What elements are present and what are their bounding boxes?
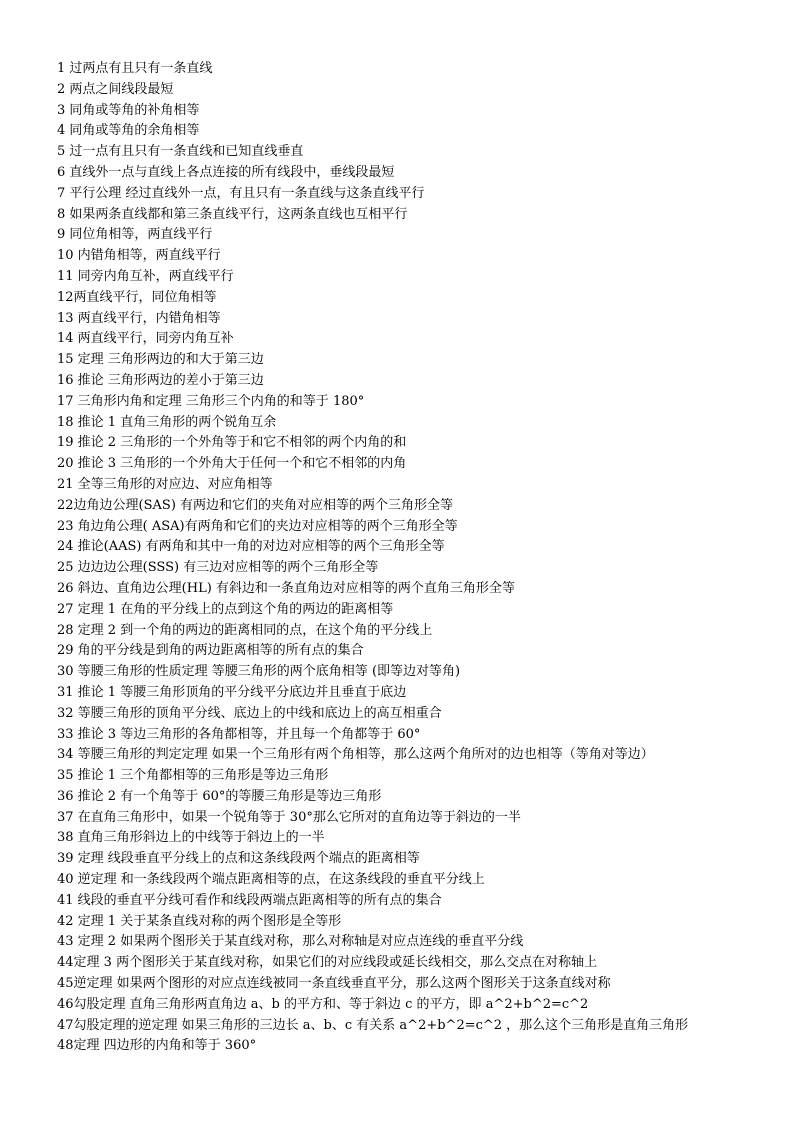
list-item: 23 角边角公理( ASA)有两角和它们的夹边对应相等的两个三角形全等 bbox=[57, 518, 458, 534]
list-item: 12两直线平行，同位角相等 bbox=[57, 289, 217, 305]
list-item: 29 角的平分线是到角的两边距离相等的所有点的集合 bbox=[57, 643, 364, 659]
list-item: 25 边边边公理(SSS) 有三边对应相等的两个三角形全等 bbox=[57, 560, 379, 576]
list-item: 45逆定理 如果两个图形的对应点连线被同一条直线垂直平分，那么这两个图形关于这条直线对称 bbox=[57, 976, 611, 992]
list-item: 18 推论 1 直角三角形的两个锐角互余 bbox=[57, 414, 277, 430]
list-item: 34 等腰三角形的判定定理 如果一个三角形有两个角相等，那么这两个角所对的边也相等（等角对等边） bbox=[57, 747, 654, 763]
list-item: 48定理 四边形的内角和等于 360° bbox=[57, 1038, 257, 1054]
list-item: 1 过两点有且只有一条直线 bbox=[57, 61, 213, 76]
list-item: 24 推论(AAS) 有两角和其中一角的对边对应相等的两个三角形全等 bbox=[57, 539, 445, 555]
list-item: 38 直角三角形斜边上的中线等于斜边上的一半 bbox=[57, 830, 325, 846]
list-item: 7 平行公理 经过直线外一点，有且只有一条直线与这条直线平行 bbox=[57, 185, 425, 201]
list-item: 3 同角或等角的补角相等 bbox=[57, 102, 200, 118]
list-item: 10 内错角相等，两直线平行 bbox=[57, 248, 221, 264]
list-item: 43 定理 2 如果两个图形关于某直线对称，那么对称轴是对应点连线的垂直平分线 bbox=[57, 934, 524, 950]
list-item: 47勾股定理的逆定理 如果三角形的三边长 a、b、c 有关系 a^2+b^2=c^2 ，那么这个三角形是直角三角形 bbox=[57, 1017, 689, 1033]
list-item: 46勾股定理 直角三角形两直角边 a、b 的平方和、等于斜边 c 的平方，即 a^2+b^2=c^2 bbox=[57, 996, 589, 1012]
list-item: 33 推论 3 等边三角形的各角都相等，并且每一个角都等于 60° bbox=[57, 726, 421, 742]
list-item: 21 全等三角形的对应边、对应角相等 bbox=[57, 476, 273, 492]
list-item: 6 直线外一点与直线上各点连接的所有线段中，垂线段最短 bbox=[57, 164, 395, 180]
list-item: 17 三角形内角和定理 三角形三个内角的和等于 180° bbox=[57, 393, 365, 409]
list-item: 42 定理 1 关于某条直线对称的两个图形是全等形 bbox=[57, 913, 342, 929]
list-item: 40 逆定理 和一条线段两个端点距离相等的点，在这条线段的垂直平分线上 bbox=[57, 872, 485, 888]
list-item: 9 同位角相等，两直线平行 bbox=[57, 227, 213, 243]
list-item: 16 推论 三角形两边的差小于第三边 bbox=[57, 372, 264, 388]
list-item: 36 推论 2 有一个角等于 60°的等腰三角形是等边三角形 bbox=[57, 788, 382, 804]
list-item: 2 两点之间线段最短 bbox=[57, 81, 174, 97]
list-item: 35 推论 1 三个角都相等的三角形是等边三角形 bbox=[57, 768, 329, 784]
list-item: 5 过一点有且只有一条直线和已知直线垂直 bbox=[57, 144, 304, 160]
list-item: 27 定理 1 在角的平分线上的点到这个角的两边的距离相等 bbox=[57, 601, 394, 617]
list-item: 37 在直角三角形中，如果一个锐角等于 30°那么它所对的直角边等于斜边的一半 bbox=[57, 809, 521, 825]
list-item: 4 同角或等角的余角相等 bbox=[57, 123, 200, 139]
list-item: 22边角边公理(SAS) 有两边和它们的夹角对应相等的两个三角形全等 bbox=[57, 497, 454, 513]
list-item: 13 两直线平行，内错角相等 bbox=[57, 310, 221, 326]
list-item: 39 定理 线段垂直平分线上的点和这条线段两个端点的距离相等 bbox=[57, 851, 420, 867]
list-item: 44定理 3 两个图形关于某直线对称，如果它们的对应线段或延长线相交，那么交点在对称轴上 bbox=[57, 955, 598, 971]
list-item: 15 定理 三角形两边的和大于第三边 bbox=[57, 352, 264, 368]
list-item: 14 两直线平行，同旁内角互补 bbox=[57, 331, 234, 347]
list-item: 41 线段的垂直平分线可看作和线段两端点距离相等的所有点的集合 bbox=[57, 892, 442, 908]
list-item: 19 推论 2 三角形的一个外角等于和它不相邻的两个内角的和 bbox=[57, 435, 407, 451]
theorem-list bbox=[57, 59, 757, 1057]
list-item: 26 斜边、直角边公理(HL) 有斜边和一条直角边对应相等的两个直角三角形全等 bbox=[57, 580, 515, 596]
list-item: 30 等腰三角形的性质定理 等腰三角形的两个底角相等 (即等边对等角) bbox=[57, 664, 461, 680]
list-item: 11 同旁内角互补，两直线平行 bbox=[57, 268, 234, 284]
list-item: 8 如果两条直线都和第三条直线平行，这两条直线也互相平行 bbox=[57, 206, 408, 222]
list-item: 31 推论 1 等腰三角形顶角的平分线平分底边并且垂直于底边 bbox=[57, 684, 407, 700]
list-item: 20 推论 3 三角形的一个外角大于任何一个和它不相邻的内角 bbox=[57, 456, 407, 472]
list-item: 32 等腰三角形的顶角平分线、底边上的中线和底边上的高互相重合 bbox=[57, 705, 442, 721]
list-item: 28 定理 2 到一个角的两边的距离相同的点，在这个角的平分线上 bbox=[57, 622, 433, 638]
